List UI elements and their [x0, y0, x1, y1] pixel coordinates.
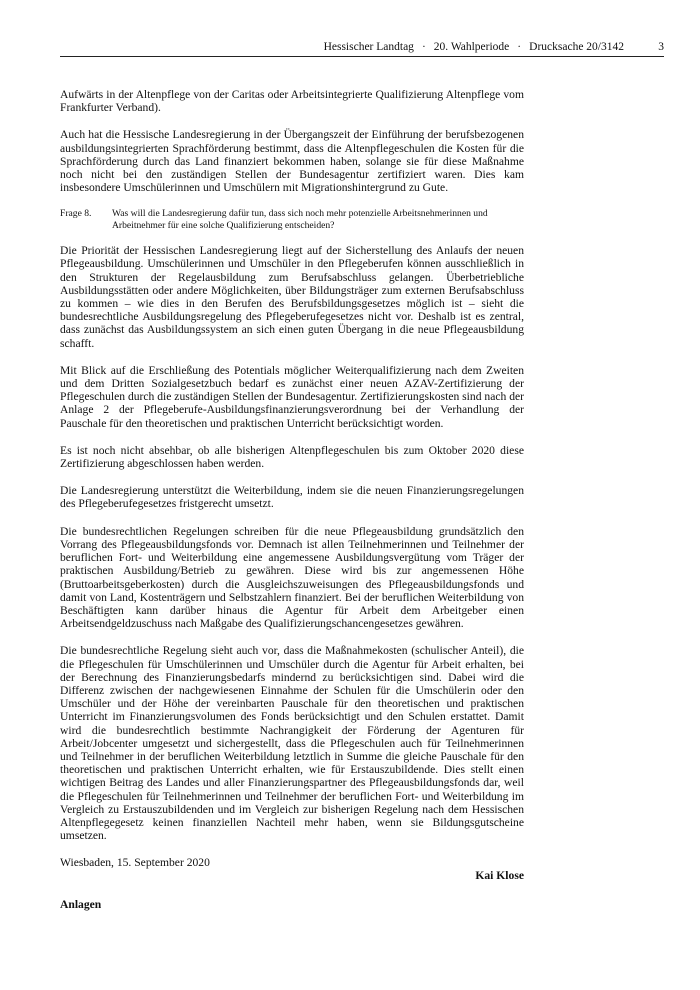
period-label: 20. Wahlperiode — [433, 41, 510, 53]
separator: · — [421, 41, 426, 53]
document-number: Drucksache 20/3142 — [529, 41, 624, 53]
answer-paragraph: Es ist noch nicht absehbar, ob alle bisherigen Altenpflegeschulen bis zum Oktober 2020 diese Zertifizierung abgeschlossen haben werden. — [60, 443, 524, 471]
question-label: Frage 8. — [60, 208, 92, 220]
parliament-name: Hessischer Landtag — [323, 41, 414, 53]
paragraph: Auch hat die Hessische Landesregierung in der Übergangszeit der Einführung der berufsbezogenen ausbildungsintegrierten Sprachförderung bestimmt, dass die Altenpflegeschulen die Kosten für die Sprachförderung durch das Land finanziert bekommen haben, solange sie für diese Maßnahme noch nicht bei den zuständigen Stellen der Bundesagentur zertifiziert waren. Dies kam insbesondere Umschülerinnen und Umschülern mit Migrationshintergrund zu Gute. — [60, 128, 524, 195]
signature-block — [60, 856, 524, 882]
answer-paragraph: Die bundesrechtliche Regelung sieht auch vor, dass die Maßnahmekosten (schulischer Anteil), die die Pflegeschulen für Umschülerinnen und Umschüler durch die Agentur für Arbeit erhalten, bei der Berechnung des Finanzierungsbedarfs mindernd zu berücksichtigen sind. Dabei wird die Differenz zwischen der nachgewiesenen Einnahme der Schulen für die Umschülerin oder den Umschüler und der Höhe der vereinbarten Pauschale für den theoretischen und praktischen Unterricht im Finanzierungsvolumen des Fonds berücksichtigt und den Schulen erstattet. Damit wird die bundesrechtlich bestimmte Nachrangigkeit der Förderung der Agenturen für Arbeit/Jobcenter umgesetzt und sichergestellt, dass die Pflegeschulen auch für Teilnehmerinnen und Teilnehmer in der beruflichen Weiterbildung letztlich in Summe die gleiche Pauschale für den theoretischen und praktischen Unterricht erhalten, wie für Erstauszubildende. Dies stellt einen wichtigen Beitrag des Landes und aller Finanzierungspartner des Pflegeausbildungsfonds dar, weil die Pflegeschulen für Teilnehmerinnen und Teilnehmer der beruflichen Fort- und Weiterbildung im Vergleich zu Erstauszubildenden und im Vergleich zur bisherigen Regelung nach dem Hessischen Altenpflegegesetz keinen finanziellen Nachteil mehr haben, wenn sie Bildungsgutscheine umsetzen. — [60, 644, 524, 843]
document-body — [60, 88, 524, 883]
page-header — [60, 41, 664, 57]
page-number: 3 — [658, 41, 664, 53]
paragraph: Aufwärts in der Altenpflege von der Caritas oder Arbeitsintegrierte Qualifizierung Altenpflege vom Frankfurter Verband). — [60, 88, 524, 115]
separator: · — [517, 41, 522, 53]
answer-paragraph: Die Landesregierung unterstützt die Weiterbildung, indem sie die neuen Finanzierungsregelungen des Pflegeberufegesetzes fristgerecht umsetzt. — [60, 484, 524, 511]
attachments-label: Anlagen — [60, 898, 102, 911]
question-text: Was will die Landesregierung dafür tun, dass sich noch mehr potenzielle Arbeitsnehmerinnen und Arbeitnehmer für eine solche Qualifizierung entscheiden? — [112, 208, 488, 231]
header-text — [324, 41, 624, 53]
answer-paragraph: Mit Blick auf die Erschließung des Potentials möglicher Weiterqualifizierung nach dem Zweiten und dem Dritten Sozialgesetzbuch bedarf es zunächst einer neuen AZAV-Zertifizierung der Pflegeschulen durch die zuständigen Stellen der Bundesagentur. Zertifizierungskosten sind nach der Anlage 2 der Pflegeberufe-Ausbildungsfinanzierungsverordnung bei der Verhandlung der Pauschale für den theoretischen und praktischen Unterricht berücksichtigt worden. — [60, 363, 524, 430]
answer-paragraph: Die bundesrechtlichen Regelungen schreiben für die neue Pflegeausbildung grundsätzlich den Vorrang des Pflegeausbildungsfonds vor. Demnach ist allen Teilnehmerinnen und Teilnehmer der beruflichen Fort- und Weiterbildung eine angemessene Ausbildungsvergütung vom Träger der praktischen Ausbildung/Betrieb zu gewähren. Diese wird bis zur angemessenen Höhe (Bruttoarbeitsgeberkosten) durch die Ausgleichszuweisungen des Pflegeausbildungsfonds und damit von Land, Kostenträgern und Selbstzahlern finanziert. Bei der beruflichen Weiterbildung von Beschäftigten kann darüber hinaus die Agentur für Arbeit dem Arbeitgeber einen Arbeitsendgeldzuschuss nach Maßgabe des Qualifizierungschancengesetzes gewähren. — [60, 524, 524, 631]
header-rule — [60, 56, 664, 57]
signatory-name: Kai Klose — [475, 869, 524, 883]
answer-paragraph: Die Priorität der Hessischen Landesregierung liegt auf der Sicherstellung des Anlaufs der neuen Pflegeausbildung. Umschülerinnen und Umschüler in den Pflegeberufen können ausschließlich in den Strukturen der Regelausbildung zum Berufsabschluss gelangen. Überbetriebliche Ausbildungsstätten oder andere Möglichkeiten, über Bildungsträger zum externen Berufsabschluss zu kommen – wie dies in den Berufen des Berufsbildungsgesetzes möglich ist – sieht die bundesrechtliche Ausbildungsregelung des Pflegeberufegesetzes nicht vor. Deshalb ist es zentral, dass zunächst das Ausbildungssystem an sich einen guten Übergang in die neue Pflegeausbildung schafft. — [60, 244, 524, 350]
question-block — [60, 208, 524, 231]
place-date: Wiesbaden, 15. September 2020 — [60, 856, 210, 870]
